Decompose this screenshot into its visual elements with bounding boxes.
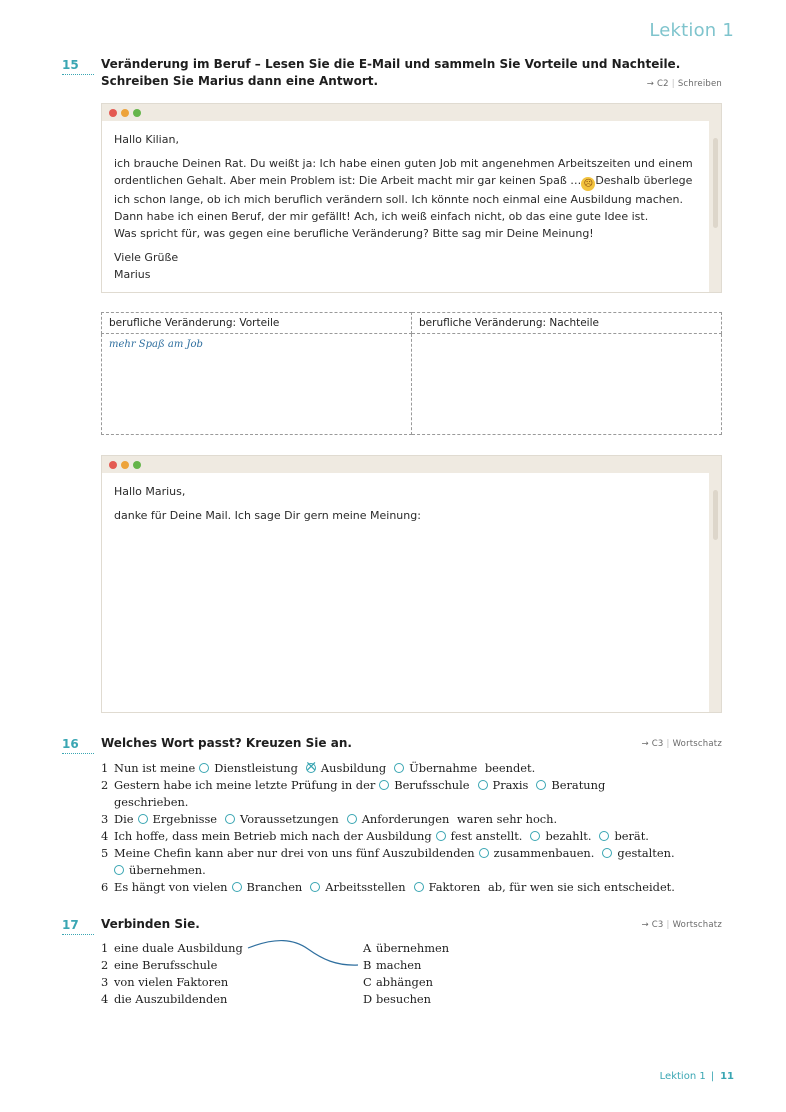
item-text: Nun ist meine (114, 761, 196, 775)
option[interactable]: berät. (599, 829, 648, 843)
reference-label: Schreiben (677, 79, 722, 89)
list-item (101, 777, 726, 811)
item-text-end: beendet. (484, 761, 536, 775)
item-text: Es hängt von vielen (114, 880, 228, 894)
option[interactable]: Berufsschule (379, 778, 469, 792)
email-question: Was spricht für, was gegen eine berufliche Veränderung? Bitte sag mir Deine Meinung! (114, 227, 594, 240)
option[interactable]: Branchen (232, 880, 303, 894)
option[interactable]: Voraussetzungen (225, 812, 339, 826)
option-selected[interactable]: × Ausbildung (306, 761, 386, 775)
minimize-dot-icon (121, 461, 129, 469)
item-text: Meine Chefin kann aber nur drei von uns fünf Auszubildenden (114, 846, 475, 860)
item-number: 2 (101, 778, 109, 792)
match-left-column (101, 940, 243, 1008)
exercise-16-reference: → C3 | Wortschatz (641, 739, 722, 749)
item-number: 5 (101, 846, 109, 860)
footer-lesson: Lektion 1 (659, 1071, 706, 1082)
cons-cell[interactable] (412, 334, 722, 435)
radio-circle-icon[interactable] (536, 780, 546, 790)
reply-scrollbar[interactable] (713, 490, 718, 540)
maximize-dot-icon (133, 461, 141, 469)
item-number: 6 (101, 880, 109, 894)
reply-body[interactable] (102, 473, 709, 712)
list-item (101, 760, 726, 777)
pros-cell[interactable] (102, 334, 412, 435)
reply-greeting: Hallo Marius, (114, 485, 186, 498)
email-text-part2: Deshalb überlege ich schon lange, ob ich mich beruflich verändern soll. Ich könnte noch einmal eine Ausbildung machen. Dann habe ich einen Beruf, der mir gefällt! Ach, ich weiß einfach nicht, ob das eine gute Idee ist. (114, 174, 693, 223)
lesson-heading: Lektion 1 (649, 20, 734, 41)
match-left-item[interactable]: 3 von vielen Faktoren (101, 975, 229, 989)
list-item (101, 845, 726, 879)
radio-circle-icon[interactable] (530, 831, 540, 841)
email-window (101, 103, 722, 293)
exercise-16-title: Welches Wort passt? Kreuzen Sie an. (101, 736, 352, 750)
radio-circle-icon[interactable] (436, 831, 446, 841)
list-item (101, 811, 726, 828)
item-number: 3 (101, 812, 109, 826)
radio-circle-icon[interactable] (379, 780, 389, 790)
exercise-15-title (101, 56, 680, 90)
option[interactable]: gestalten. (602, 846, 674, 860)
window-titlebar (102, 456, 721, 473)
radio-circle-icon[interactable] (232, 882, 242, 892)
option[interactable]: bezahlt. (530, 829, 591, 843)
exercise-16-list (101, 760, 726, 896)
reply-window (101, 455, 722, 713)
email-body (102, 121, 709, 292)
pros-cons-table (101, 312, 722, 435)
radio-circle-icon[interactable] (394, 763, 404, 773)
sad-face-icon: ☹ (581, 177, 595, 191)
option[interactable]: zusammenbauen. (479, 846, 595, 860)
radio-circle-icon[interactable] (414, 882, 424, 892)
close-dot-icon (109, 109, 117, 117)
match-right-item[interactable]: D besuchen (363, 992, 432, 1006)
option[interactable]: Übernahme (394, 761, 477, 775)
radio-circle-icon[interactable] (310, 882, 320, 892)
option[interactable]: Anforderungen (347, 812, 450, 826)
match-connector-line (246, 935, 362, 971)
exercise-15-title-line2: Schreiben Sie Marius dann eine Antwort. (101, 74, 379, 88)
option[interactable]: Arbeitsstellen (310, 880, 405, 894)
item-number: 1 (101, 761, 109, 775)
exercise-17-reference: → C3 | Wortschatz (641, 920, 722, 930)
radio-circle-icon[interactable] (225, 814, 235, 824)
footer-separator: | (710, 1071, 715, 1082)
radio-circle-icon[interactable] (199, 763, 209, 773)
item-text: Gestern habe ich meine letzte Prüfung in der (114, 778, 376, 792)
match-left-item[interactable]: 1 eine duale Ausbildung (101, 941, 243, 955)
exercise-15-reference: → C2 | Schreiben (646, 79, 722, 89)
match-left-item[interactable]: 2 eine Berufsschule (101, 958, 218, 972)
window-titlebar (102, 104, 721, 121)
list-item (101, 828, 726, 845)
reply-line: danke für Deine Mail. Ich sage Dir gern meine Meinung: (114, 509, 421, 522)
radio-circle-icon[interactable] (478, 780, 488, 790)
exercise-15-title-line1: Veränderung im Beruf – Lesen Sie die E-Mail und sammeln Sie Vorteile und Nachteile. (101, 57, 681, 71)
pros-header: berufliche Veränderung: Vorteile (102, 313, 412, 334)
email-scrollbar[interactable] (713, 138, 718, 228)
radio-circle-icon[interactable] (479, 848, 489, 858)
checked-circle-icon[interactable] (306, 763, 316, 773)
reference-code: → C2 (646, 79, 669, 89)
item-text: Die (114, 812, 134, 826)
reference-code: → C3 (641, 920, 664, 930)
page-footer (660, 1071, 734, 1082)
email-greeting: Hallo Kilian, (114, 133, 179, 146)
exercise-number-16: 16 (62, 737, 94, 754)
match-left-item[interactable]: 4 die Auszubildenden (101, 992, 228, 1006)
email-closing: Viele Grüße (114, 251, 179, 264)
item-text-end: ab, für wen sie sich entscheidet. (487, 880, 675, 894)
match-right-item[interactable]: B machen (363, 958, 422, 972)
reference-label: Wortschatz (672, 920, 722, 930)
email-paragraph (114, 155, 697, 225)
option[interactable]: Beratung (536, 778, 605, 792)
email-signature: Marius (114, 268, 151, 281)
match-right-item[interactable]: C abhängen (363, 975, 433, 989)
reference-code: → C3 (641, 739, 664, 749)
radio-circle-icon[interactable] (138, 814, 148, 824)
close-dot-icon (109, 461, 117, 469)
option[interactable]: Ergebnisse (138, 812, 218, 826)
reference-label: Wortschatz (672, 739, 722, 749)
exercise-number-17: 17 (62, 918, 94, 935)
exercise-number-15: 15 (62, 58, 94, 75)
item-number: 4 (101, 829, 109, 843)
option[interactable]: fest anstellt. (436, 829, 523, 843)
exercise-17-title: Verbinden Sie. (101, 917, 200, 931)
email-text-part1: ich brauche Deinen Rat. Du weißt ja: Ich habe einen guten Job mit angenehmen Arbeitszeiten und einem ordentlichen Gehalt. Aber mein Problem ist: Die Arbeit macht mir gar keinen Spaß … (114, 157, 693, 187)
option[interactable]: übernehmen. (114, 863, 206, 877)
option[interactable]: Faktoren (414, 880, 481, 894)
page-number: 11 (720, 1071, 734, 1082)
minimize-dot-icon (121, 109, 129, 117)
maximize-dot-icon (133, 109, 141, 117)
option[interactable]: Dienstleistung (199, 761, 298, 775)
radio-circle-icon[interactable] (599, 831, 609, 841)
match-right-item[interactable]: A übernehmen (363, 941, 450, 955)
item-text: Ich hoffe, dass mein Betrieb mich nach der Ausbildung (114, 829, 432, 843)
item-text-end: waren sehr hoch. (456, 812, 558, 826)
radio-circle-icon[interactable] (114, 865, 124, 875)
radio-circle-icon[interactable] (602, 848, 612, 858)
option[interactable]: Praxis (478, 778, 529, 792)
radio-circle-icon[interactable] (347, 814, 357, 824)
pros-example-text: mehr Spaß am Job (109, 339, 203, 350)
item-text-end: geschrieben. (114, 795, 189, 809)
cons-header: berufliche Veränderung: Nachteile (412, 313, 722, 334)
list-item (101, 879, 726, 896)
match-right-column (363, 940, 449, 1008)
